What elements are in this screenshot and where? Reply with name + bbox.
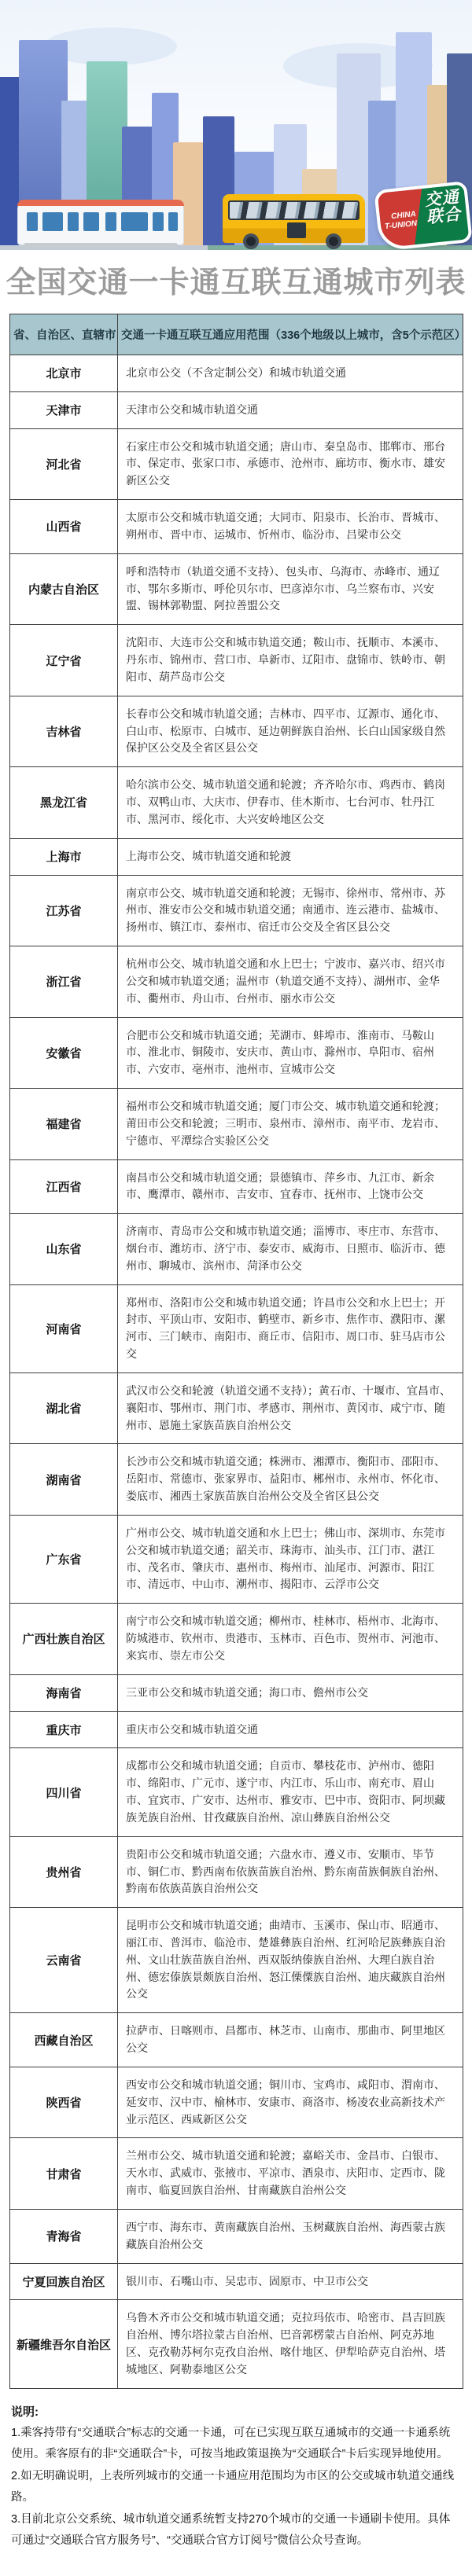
table-row bbox=[10, 1284, 463, 1373]
province-cell: 河北省 bbox=[10, 428, 118, 499]
cityscape-illustration bbox=[0, 0, 472, 250]
scope-cell: 太原市公交和城市轨道交通；大同市、阳泉市、长治市、晋城市、朔州市、晋中市、运城市、忻州市、临汾市、吕梁市公交 bbox=[118, 500, 463, 554]
table-header-row bbox=[10, 314, 463, 355]
scope-cell: 南京市公交、城市轨道交通和轮渡；无锡市、徐州市、常州市、苏州市、淮安市公交和城市轨道交通；南通市、连云港市、盐城市、扬州市、镇江市、泰州市、宿迁市公交及全省区县公交 bbox=[118, 875, 463, 946]
bus-wheel bbox=[243, 233, 259, 249]
province-cell: 江苏省 bbox=[10, 875, 118, 946]
table-row bbox=[10, 838, 463, 875]
scope-cell: 沈阳市、大连市公交和城市轨道交通；鞍山市、抚顺市、本溪市、丹东市、锦州市、营口市、阜新市、辽阳市、盘锦市、铁岭市、朝阳市、葫芦岛市公交 bbox=[118, 625, 463, 696]
scope-cell: 南宁市公交和城市轨道交通；柳州市、桂林市、梧州市、北海市、防城港市、钦州市、贵港市、玉林市、百色市、贺州市、河池市、来宾市、崇左市公交 bbox=[118, 1604, 463, 1674]
table-row bbox=[10, 625, 463, 696]
province-cell: 广西壮族自治区 bbox=[10, 1604, 118, 1674]
scope-cell: 济南市、青岛市公交和城市轨道交通；淄博市、枣庄市、东营市、烟台市、潍坊市、济宁市、泰安市、威海市、日照市、临沂市、德州市、聊城市、滨州市、菏泽市公交 bbox=[118, 1214, 463, 1284]
tram-window bbox=[42, 212, 63, 231]
table-row bbox=[10, 1748, 463, 1836]
table-row bbox=[10, 500, 463, 554]
table-row bbox=[10, 1836, 463, 1907]
scope-cell: 成都市公交和城市轨道交通；自贡市、攀枝花市、泸州市、德阳市、绵阳市、广元市、遂宁市、内江市、乐山市、南充市、眉山市、宜宾市、广安市、达州市、雅安市、巴中市、资阳市、阿坝藏族羌族自治州、甘孜藏族自治州、凉山彝族自治州公交 bbox=[118, 1748, 463, 1836]
province-cell: 四川省 bbox=[10, 1748, 118, 1836]
table-row bbox=[10, 1674, 463, 1711]
province-cell: 青海省 bbox=[10, 2209, 118, 2263]
table-row bbox=[10, 1017, 463, 1088]
logo-cn-line1: 交通 bbox=[423, 188, 460, 210]
scope-cell: 杭州市公交、城市轨道交通和水上巴士；宁波市、嘉兴市、绍兴市公交和城市轨道交通；温州市（轨道交通不支持）、湖州市、金华市、衢州市、舟山市、台州市、丽水市公交 bbox=[118, 946, 463, 1017]
logo-cn-line2: 联合 bbox=[426, 205, 463, 227]
page-title: 全国交通一卡通互联互通城市列表 bbox=[6, 266, 466, 299]
scope-cell: 西安市公交和城市轨道交通；铜川市、宝鸡市、咸阳市、渭南市、延安市、汉中市、榆林市、安康市、商洛市、杨凌农业高新技术产业示范区、西咸新区公交 bbox=[118, 2067, 463, 2137]
bus-windows bbox=[228, 200, 360, 220]
province-cell: 黑龙江省 bbox=[10, 767, 118, 838]
scope-cell: 昆明市公交和城市轨道交通；曲靖市、玉溪市、保山市、昭通市、丽江市、普洱市、临沧市、楚雄彝族自治州、红河哈尼族彝族自治州、文山壮族苗族自治州、西双版纳傣族自治州、大理白族自治州、德宏傣族景颇族自治州、怒江傈僳族自治州、迪庆藏族自治州公交 bbox=[118, 1908, 463, 2013]
table-row bbox=[10, 1604, 463, 1674]
bus-door bbox=[287, 222, 306, 238]
header-scope-column: 交通一卡通互联互通应用范围（336个地级以上城市，含5个示范区） bbox=[118, 314, 463, 355]
city-table-body bbox=[10, 355, 463, 2389]
province-cell: 河南省 bbox=[10, 1284, 118, 1373]
province-cell: 陕西省 bbox=[10, 2067, 118, 2137]
province-cell: 甘肃省 bbox=[10, 2138, 118, 2209]
scope-cell: 福州市公交和城市轨道交通；厦门市公交、城市轨道交通和轮渡；莆田市公交和轮渡；三明市、泉州市、漳州市、南平市、龙岩市、宁德市、平潭综合实验区公交 bbox=[118, 1089, 463, 1159]
logo-en-line2: T-UNION bbox=[384, 219, 418, 231]
table-row bbox=[10, 1908, 463, 2013]
table-row bbox=[10, 875, 463, 946]
tram-base bbox=[24, 243, 178, 248]
header-province-column: 省、自治区、直辖市 bbox=[10, 314, 118, 355]
province-cell: 上海市 bbox=[10, 838, 118, 875]
table-row bbox=[10, 1159, 463, 1214]
scope-cell: 上海市公交、城市轨道交通和轮渡 bbox=[118, 838, 463, 875]
table-row bbox=[10, 1089, 463, 1159]
scope-cell: 长春市公交和城市轨道交通；吉林市、四平市、辽源市、通化市、白山市、松原市、白城市、延边朝鲜族自治州、长白山国家级自然保护区公交及全省区县公交 bbox=[118, 696, 463, 766]
scope-cell: 银川市、石嘴山市、吴忠市、固原市、中卫市公交 bbox=[118, 2263, 463, 2300]
tram-window bbox=[121, 212, 148, 231]
province-cell: 西藏自治区 bbox=[10, 2013, 118, 2067]
province-cell: 吉林省 bbox=[10, 696, 118, 766]
table-row bbox=[10, 2263, 463, 2300]
province-cell: 湖南省 bbox=[10, 1444, 118, 1515]
logo-chinese-text bbox=[424, 189, 462, 226]
table-row bbox=[10, 946, 463, 1017]
china-t-union-logo bbox=[374, 181, 472, 250]
tram-window bbox=[27, 212, 38, 231]
tram-window bbox=[105, 212, 116, 231]
province-cell: 山西省 bbox=[10, 500, 118, 554]
scope-cell: 西宁市、海东市、黄南藏族自治州、玉树藏族自治州、海西蒙古族藏族自治州公交 bbox=[118, 2209, 463, 2263]
tram-window bbox=[153, 212, 164, 231]
table-row bbox=[10, 391, 463, 428]
note-item: 2.如无明确说明，上表所列城市的交通一卡通应用范围均为市区的公交或城市轨道交通线路。 bbox=[11, 2469, 455, 2504]
scope-cell: 长沙市公交和城市轨道交通；株洲市、湘潭市、衡阳市、邵阳市、岳阳市、常德市、张家界市、益阳市、郴州市、永州市、怀化市、娄底市、湘西土家族苗族自治州公交及全省区县公交 bbox=[118, 1444, 463, 1515]
scope-cell: 呼和浩特市（轨道交通不支持）、包头市、乌海市、赤峰市、通辽市、鄂尔多斯市、呼伦贝尔市、巴彦淖尔市、乌兰察布市、兴安盟、锡林郭勒盟、阿拉善盟公交 bbox=[118, 553, 463, 624]
scope-cell: 天津市公交和城市轨道交通 bbox=[118, 391, 463, 428]
table-row bbox=[10, 2067, 463, 2137]
notes-list bbox=[11, 2423, 461, 2552]
province-cell: 山东省 bbox=[10, 1214, 118, 1284]
table-row bbox=[10, 696, 463, 766]
tram-window bbox=[83, 212, 99, 231]
city-table bbox=[9, 314, 466, 2389]
tram-roof-stripe bbox=[17, 200, 184, 206]
province-cell: 贵州省 bbox=[10, 1836, 118, 1907]
scope-cell: 重庆市公交和城市轨道交通 bbox=[118, 1711, 463, 1748]
province-cell: 宁夏回族自治区 bbox=[10, 2263, 118, 2300]
tram-illustration bbox=[17, 200, 184, 245]
tram-window bbox=[168, 212, 178, 231]
bus-illustration bbox=[223, 194, 365, 243]
province-cell: 海南省 bbox=[10, 1674, 118, 1711]
province-cell: 安徽省 bbox=[10, 1017, 118, 1088]
province-cell: 新疆维吾尔自治区 bbox=[10, 2300, 118, 2388]
province-cell: 江西省 bbox=[10, 1159, 118, 1214]
scope-cell: 合肥市公交和城市轨道交通；芜湖市、蚌埠市、淮南市、马鞍山市、淮北市、铜陵市、安庆市、黄山市、滁州市、阜阳市、宿州市、六安市、亳州市、池州市、宣城市公交 bbox=[118, 1017, 463, 1088]
scope-cell: 郑州市、洛阳市公交和城市轨道交通；许昌市公交和水上巴士；开封市、平顶山市、安阳市、鹤壁市、新乡市、焦作市、濮阳市、漯河市、三门峡市、南阳市、商丘市、信阳市、周口市、驻马店市公交 bbox=[118, 1284, 463, 1373]
scope-cell: 哈尔滨市公交、城市轨道交通和轮渡；齐齐哈尔市、鸡西市、鹤岗市、双鸭山市、大庆市、伊春市、佳木斯市、七台河市、牡丹江市、黑河市、绥化市、大兴安岭地区公交 bbox=[118, 767, 463, 838]
province-cell: 浙江省 bbox=[10, 946, 118, 1017]
table-row bbox=[10, 2300, 463, 2388]
table-row bbox=[10, 2209, 463, 2263]
scope-cell: 南昌市公交和城市轨道交通；景德镇市、萍乡市、九江市、新余市、鹰潭市、赣州市、吉安市、宜春市、抚州市、上饶市公交 bbox=[118, 1159, 463, 1214]
tram-window bbox=[68, 212, 79, 231]
scope-cell: 贵阳市公交和城市轨道交通；六盘水市、遵义市、安顺市、毕节市、铜仁市、黔西南布依族苗族自治州、黔东南苗族侗族自治州、黔南布依族苗族自治州公交 bbox=[118, 1836, 463, 1907]
province-cell: 福建省 bbox=[10, 1089, 118, 1159]
province-cell: 重庆市 bbox=[10, 1711, 118, 1748]
scope-cell: 三亚市公交和城市轨道交通；海口市、儋州市公交 bbox=[118, 1674, 463, 1711]
table-row bbox=[10, 1444, 463, 1515]
logo-english-text bbox=[383, 210, 417, 231]
scope-cell: 乌鲁木齐市公交和城市轨道交通；克拉玛依市、哈密市、昌吉回族自治州、博尔塔拉蒙古自治州、巴音郭楞蒙古自治州、阿克苏地区、克孜勒苏柯尔克孜自治州、喀什地区、伊犁哈萨克自治州、塔城地区、阿勒泰地区公交 bbox=[118, 2300, 463, 2388]
province-cell: 湖北省 bbox=[10, 1373, 118, 1443]
notes-section bbox=[11, 2403, 461, 2552]
table-row bbox=[10, 1373, 463, 1443]
scope-cell: 武汉市公交和轮渡（轨道交通不支持）；黄石市、十堰市、宜昌市、襄阳市、鄂州市、荆门市、孝感市、荆州市、黄冈市、咸宁市、随州市、恩施土家族苗族自治州公交 bbox=[118, 1373, 463, 1443]
table-row bbox=[10, 767, 463, 838]
scope-cell: 拉萨市、日喀则市、昌都市、林芝市、山南市、那曲市、阿里地区公交 bbox=[118, 2013, 463, 2067]
province-cell: 天津市 bbox=[10, 391, 118, 428]
scope-cell: 广州市公交、城市轨道交通和水上巴士；佛山市、深圳市、东莞市公交和城市轨道交通；韶关市、珠海市、汕头市、江门市、湛江市、茂名市、肇庆市、惠州市、梅州市、汕尾市、河源市、阳江市、清远市、中山市、潮州市、揭阳市、云浮市公交 bbox=[118, 1515, 463, 1603]
table-row bbox=[10, 1515, 463, 1603]
province-cell: 内蒙古自治区 bbox=[10, 553, 118, 624]
table-row bbox=[10, 2013, 463, 2067]
table-row bbox=[10, 355, 463, 392]
scope-cell: 兰州市公交、城市轨道交通和轮渡；嘉峪关市、金昌市、白银市、天水市、武威市、张掖市、平凉市、酒泉市、庆阳市、定西市、陇南市、临夏回族自治州、甘南藏族自治州公交 bbox=[118, 2138, 463, 2209]
province-cell: 广东省 bbox=[10, 1515, 118, 1603]
notes-title: 说明: bbox=[11, 2405, 39, 2419]
table-row bbox=[10, 1711, 463, 1748]
table-row bbox=[10, 1214, 463, 1284]
bus-wheel bbox=[326, 233, 341, 249]
note-item: 1.乘客持带有“交通联合”标志的交通一卡通，可在已实现互联互通城市的交通一卡通系统使用。乘客原有的非“交通联合”卡，可按当地政策退换为“交通联合”卡后实现异地使用。 bbox=[11, 2426, 451, 2461]
province-cell: 辽宁省 bbox=[10, 625, 118, 696]
province-cell: 云南省 bbox=[10, 1908, 118, 2013]
scope-cell: 北京市公交（不含定制公交）和城市轨道交通 bbox=[118, 355, 463, 392]
table-row bbox=[10, 2138, 463, 2209]
logo-en-line1: CHINA bbox=[390, 209, 417, 222]
table-row bbox=[10, 553, 463, 624]
note-item: 3.目前北京公交系统、城市轨道交通系统暂支持270个城市的交通一卡通刷卡使用。具体可通过“交通联合官方服务号”、“交通联合官方订阅号”微信公众号查询。 bbox=[11, 2512, 451, 2548]
table-row bbox=[10, 428, 463, 499]
scope-cell: 石家庄市公交和城市轨道交通；唐山市、秦皇岛市、邯郸市、邢台市、保定市、张家口市、承德市、沧州市、廊坊市、衡水市、雄安新区公交 bbox=[118, 428, 463, 499]
province-cell: 北京市 bbox=[10, 355, 118, 392]
